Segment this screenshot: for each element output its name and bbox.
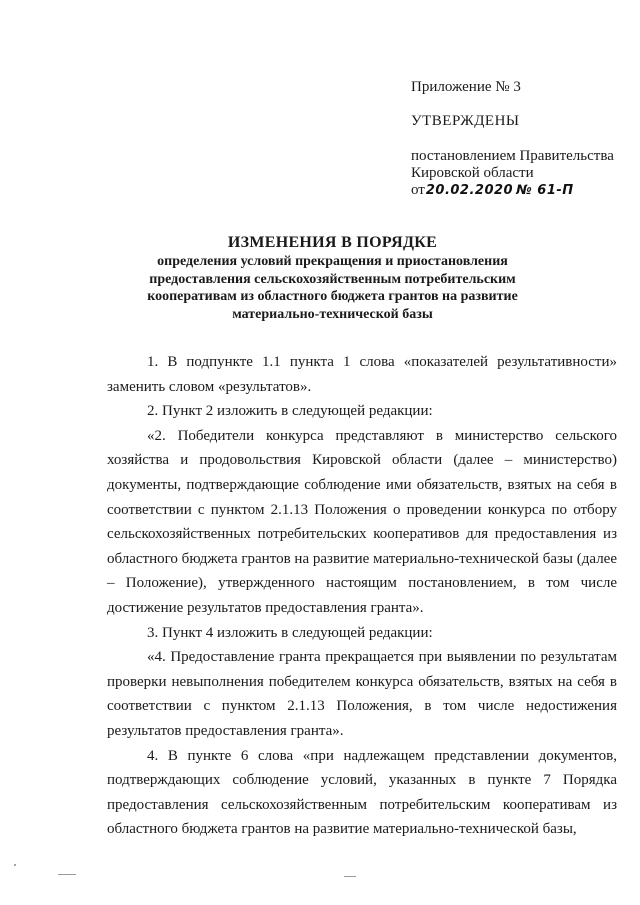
document-title bbox=[140, 233, 525, 323]
appendix-label: Приложение № 3 bbox=[411, 79, 521, 95]
paragraph-2: 2. Пункт 2 изложить в следующей редакции: bbox=[147, 403, 433, 420]
title-line-4: материально-технической базы bbox=[232, 306, 433, 322]
paragraph-6: 4. В пункте 6 слова «при надлежащем представлении документов, подтверждающих соблюдение условий, указанных в пункте 7 Порядка предоставления сельскохозяйственным потребительским кооперативам из областного бюджета грантов на развитие материально-технической базы, bbox=[107, 747, 617, 838]
title-line-2: предоставления сельскохозяйственным потребительским bbox=[149, 271, 516, 287]
decree-date-handwritten: 20.02.2020 bbox=[425, 183, 514, 198]
scan-artifact-center bbox=[344, 876, 356, 877]
decree-line-3 bbox=[411, 182, 636, 199]
scan-artifact-dot bbox=[14, 864, 16, 866]
title-line-1: определения условий прекращения и приостановления bbox=[157, 254, 508, 269]
scan-artifact-left bbox=[58, 874, 76, 875]
decree-line-2: Кировской области bbox=[411, 165, 534, 181]
decree-line-1: постановлением Правительства bbox=[411, 148, 614, 164]
title-line-3: кооперативам из областного бюджета грантов на развитие bbox=[147, 289, 518, 304]
paragraph-3: «2. Победители конкурса представляют в министерство сельского хозяйства и продовольствия Кировской области (далее – министерство) документы, подтверждающие соблюдение ими обязательств, взятых на себя в соответствии с пунктом 2.1.13 Положения о проведении конкурса по отбору сельскохозяйственных потребительских кооперативов для предоставления из областного бюджета грантов на развитие материально-технической базы (далее – Положение), утвержденного настоящим постановлением, в том числе достижение результатов предоставления гранта». bbox=[107, 427, 617, 616]
decree-number-handwritten: № 61-П bbox=[516, 183, 574, 198]
approved-label: УТВЕРЖДЕНЫ bbox=[411, 113, 520, 129]
paragraph-4: 3. Пункт 4 изложить в следующей редакции: bbox=[147, 624, 433, 641]
document-body bbox=[107, 350, 617, 842]
title-main: ИЗМЕНЕНИЯ В ПОРЯДКЕ bbox=[227, 234, 438, 251]
paragraph-5: «4. Предоставление гранта прекращается при выявлении по результатам проверки невыполнения победителем конкурса обязательств, взятых на себя в соответствии с пунктом 2.1.13 Положения, в том числе недостижения результатов предоставления гранта». bbox=[107, 649, 617, 739]
decree-reference bbox=[411, 148, 636, 199]
decree-prefix: от bbox=[411, 182, 425, 198]
paragraph-1: 1. В подпункте 1.1 пункта 1 слова «показателей результативности» заменить словом «результатов». bbox=[107, 354, 617, 395]
